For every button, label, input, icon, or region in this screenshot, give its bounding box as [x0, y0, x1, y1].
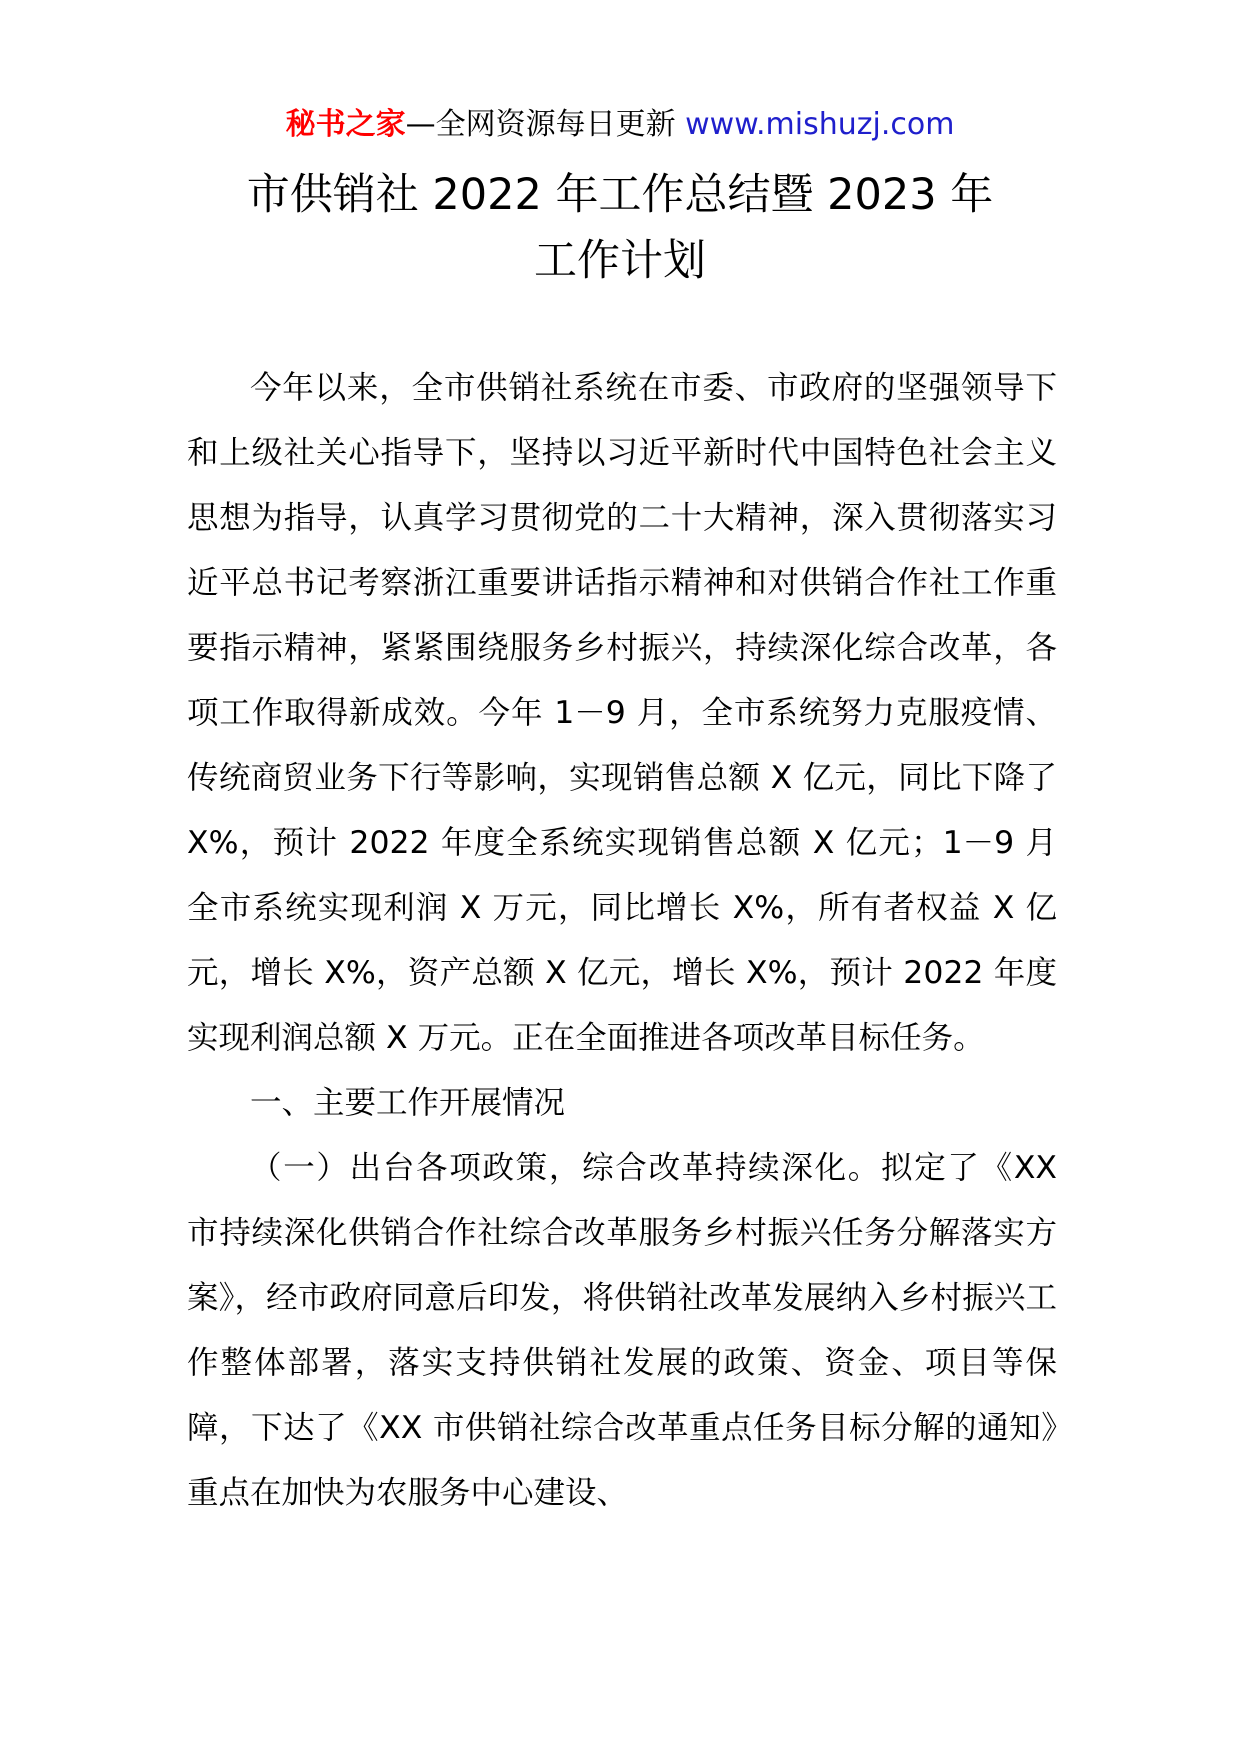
section-heading: 一、主要工作开展情况: [250, 1085, 566, 1121]
document-title: [150, 162, 1090, 294]
subsection-paragraph: （一）出台各项政策，综合改革持续深化。拟定了《XX 市持续深化供销合作社综合改革服务乡村振兴任务分解落实方案》，经市政府同意后印发，将供销社改革发展纳入乡村振兴工作整体部署，落实支持供销社发展的政策、资金、项目等保障，下达了《XX 市供销社综合改革重点任务目标分解的通知》重点在加快为农服务中心建设、: [187, 1150, 1057, 1511]
title-line-2: 工作计划: [534, 236, 706, 286]
document-body: [187, 356, 1057, 1526]
site-brand: 秘书之家: [285, 107, 406, 142]
intro-paragraph: 今年以来，全市供销社系统在市委、市政府的坚强领导下和上级社关心指导下，坚持以习近平新时代中国特色社会主义思想为指导，认真学习贯彻党的二十大精神，深入贯彻落实习近平总书记考察浙江重要讲话指示精神和对供销合作社工作重要指示精神，紧紧围绕服务乡村振兴，持续深化综合改革，各项工作取得新成效。今年 1－9 月，全市系统努力克服疫情、传统商贸业务下行等影响，实现销售总额 X 亿元，同比下降了 X%，预计 2022 年度全系统实现销售总额 X 亿元；1－9 月全市系统实现利润 X 万元，同比增长 X%，所有者权益 X 亿元，增长 X%，资产总额 X 亿元，增长 X%，预计 2022 年度实现利润总额 X 万元。正在全面推进各项改革目标任务。: [187, 370, 1057, 1056]
site-url-link[interactable]: www.mishuzj.com: [685, 107, 955, 142]
site-header: [0, 103, 1240, 147]
title-line-1: 市供销社 2022 年工作总结暨 2023 年: [246, 170, 994, 220]
site-tagline: —全网资源每日更新: [405, 107, 686, 142]
